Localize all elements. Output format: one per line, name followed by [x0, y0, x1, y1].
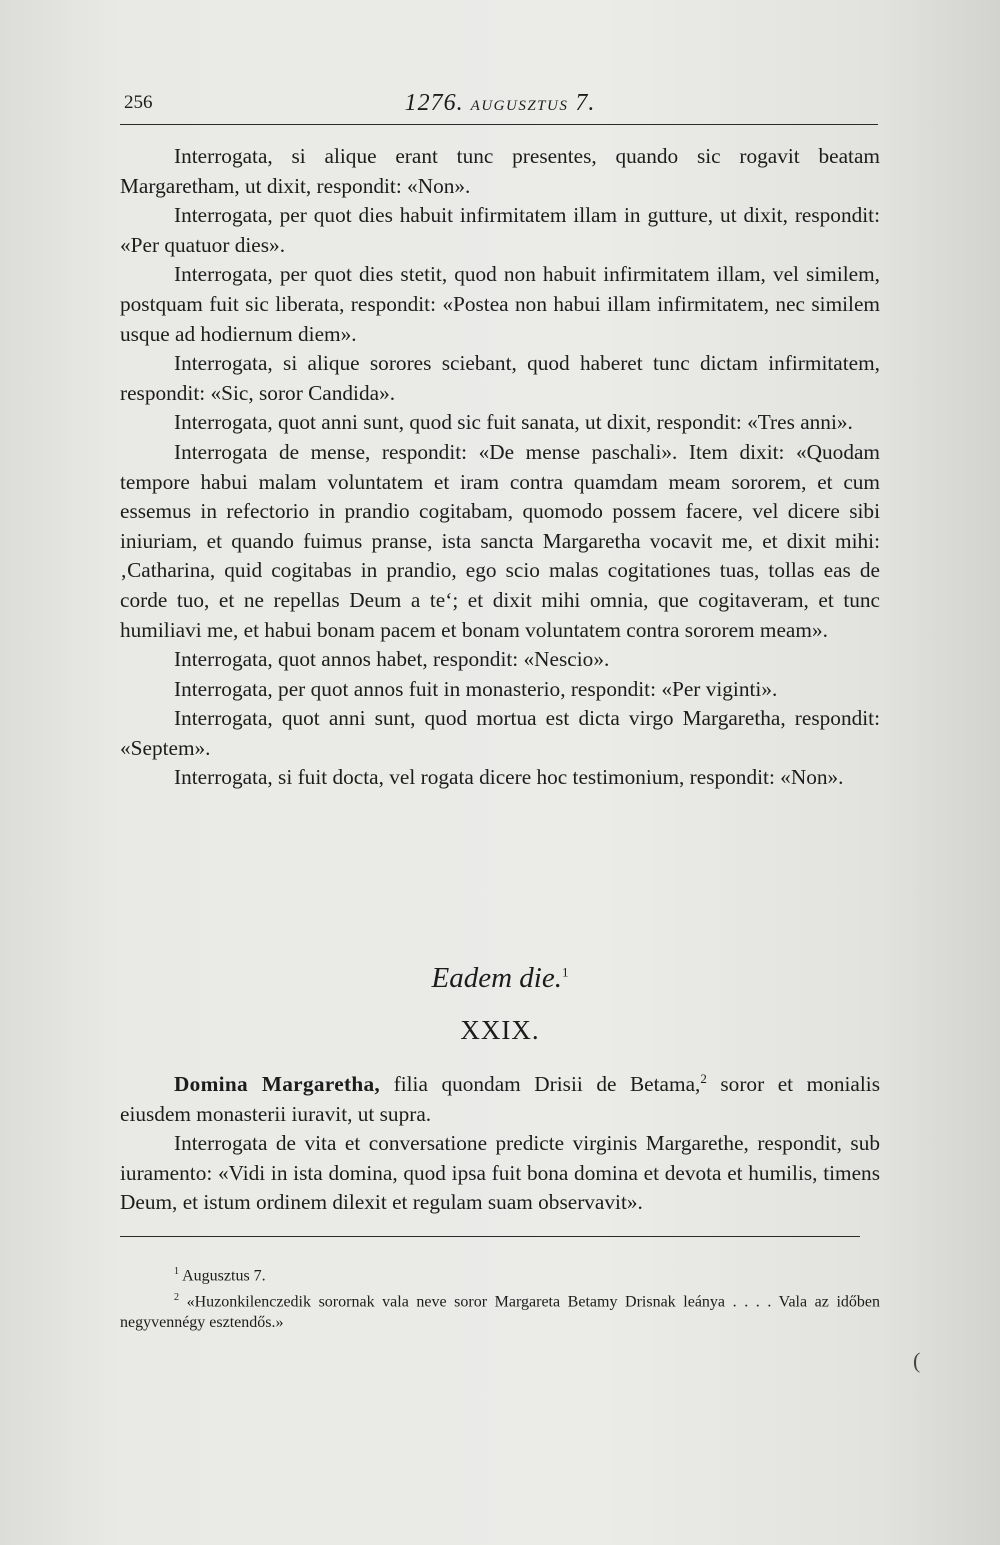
date-heading: [120, 962, 880, 995]
paragraph: Interrogata, per quot annos fuit in monasterio, respondit: «Per viginti».: [174, 676, 778, 701]
witness-number: XXIX.: [460, 1015, 540, 1045]
paragraph: Interrogata, quot annos habet, respondit: «Nescio».: [174, 647, 610, 672]
header-day: 7.: [575, 90, 596, 116]
header-month: AUGUSZTUS: [470, 98, 569, 114]
footnote-ref: 1: [561, 964, 569, 980]
page-number: 256: [124, 92, 153, 113]
paragraph: Interrogata, si alique erant tunc presentes, quando sic rogavit beatam Margaretham, ut dixit, respondit: «Non».: [120, 144, 880, 198]
paragraph: Interrogata, per quot dies habuit infirmitatem illam in gutture, ut dixit, respondit: «Per quatuor dies».: [120, 203, 880, 257]
footnote: [120, 1262, 880, 1286]
witness-name: Domina Margaretha,: [174, 1072, 381, 1097]
footnote-text: Augusztus 7.: [182, 1267, 266, 1285]
footnote-rule: [120, 1236, 860, 1237]
paragraph: Interrogata, quot anni sunt, quod sic fuit sanata, ut dixit, respondit: «Tres anni».: [174, 410, 853, 435]
witness-intro: [120, 1064, 880, 1129]
paragraph: Interrogata, si alique sorores sciebant, quod haberet tunc dictam infirmitatem, respondit: «Sic, soror Candida».: [120, 351, 880, 405]
footnotes: [120, 1262, 880, 1335]
paragraph: Interrogata, si fuit docta, vel rogata dicere hoc testimonium, respondit: «Non».: [174, 765, 844, 790]
witness-origin: filia quondam Drisii de Betama,: [380, 1072, 701, 1097]
footnote-mark: 2: [174, 1292, 179, 1304]
testimony-text: [120, 142, 880, 793]
running-title: [120, 90, 880, 117]
header-rule: [120, 124, 878, 125]
footnote: [120, 1288, 880, 1332]
header-year: 1276.: [404, 90, 464, 116]
witness-text: [120, 1064, 880, 1218]
footnote-mark: 1: [174, 1266, 179, 1277]
margin-pencil-mark: (: [913, 1348, 921, 1373]
paragraph: Interrogata, per quot dies stetit, quod non habuit infirmitatem illam, vel similem, postquam fuit sic liberata, respondit: «Postea non habui illam infirmitatem, nec similem usque ad hodiernum diem».: [120, 262, 880, 346]
footnote-text: «Huzonkilenczedik sorornak vala neve soror Margareta Betamy Drisnak leánya . . . . Vala az időben negyvennégy esztendős.»: [120, 1293, 881, 1331]
witness-testimony: Interrogata de vita et conversatione predicte virginis Margarethe, respondit, sub iuramento: «Vidi in ista domina, quod ipsa fuit bona domina et devota et humilis, timens Deum, et istum ordinem dilexit et regulam suam observavit».: [120, 1131, 880, 1215]
footnote-ref: 2: [700, 1071, 707, 1086]
page-header: [120, 92, 880, 122]
date-heading-text: Eadem die.: [431, 962, 562, 994]
paragraph: Interrogata de mense, respondit: «De mense paschali». Item dixit: «Quodam tempore habui malam voluntatem et iram contra quamdam meam sororem, et cum essemus in refectorio in prandio cogitabam, quomodo possem facere, vel dicere sibi iniuriam, et quando fuimus pranse, ista sancta Margaretha vocavit me, et dixit mihi: ‚Catharina, quid cogitabas in prandio, ego scio malas cogitationes tuas, tollas eas de corde tuo, et ne repellas Deum a te‘; et dixit mihi omnia, que cogitaveram, et tunc humiliavi me, et habui bonam pacem et bonam voluntatem contra sororem meam».: [120, 439, 880, 642]
witness-oath: soror et monialis eiusdem monasterii iuravit, ut supra.: [120, 1072, 880, 1126]
paragraph: Interrogata, quot anni sunt, quod mortua est dicta virgo Margaretha, respondit: «Septem».: [120, 706, 880, 760]
